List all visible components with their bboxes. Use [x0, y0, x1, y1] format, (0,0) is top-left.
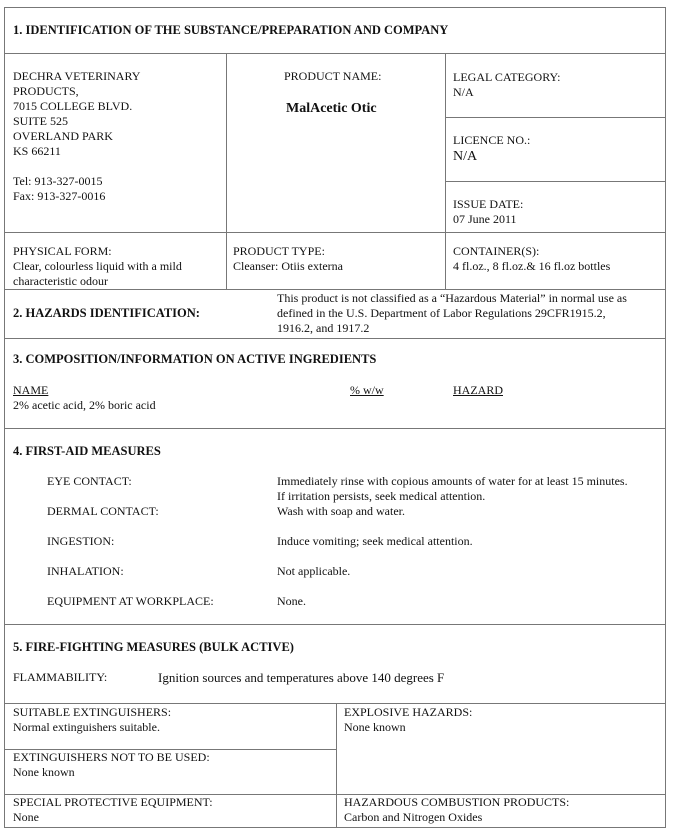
company-fax: Fax: 913-327-0016	[13, 189, 106, 203]
ingestion-value: Induce vomiting; seek medical attention.	[277, 534, 473, 548]
dermal-contact-value: Wash with soap and water.	[277, 504, 406, 518]
section4-heading: 4. FIRST-AID MEASURES	[13, 444, 161, 458]
product-name-label: PRODUCT NAME:	[284, 69, 382, 83]
explosive-hazards-label: EXPLOSIVE HAZARDS:	[344, 705, 473, 719]
licence-cell	[445, 117, 666, 182]
licence-value: N/A	[453, 149, 478, 164]
suitable-extinguishers-label: SUITABLE EXTINGUISHERS:	[13, 705, 172, 719]
inhalation-label: INHALATION:	[47, 564, 124, 578]
extinguishers-not-used-value: None known	[13, 765, 75, 779]
ingestion-label: INGESTION:	[47, 534, 115, 548]
issue-date-label: ISSUE DATE:	[453, 197, 524, 211]
eye-contact-value: Immediately rinse with copious amounts of water for at least 15 minutes. If irritation persists, seek medical attention.	[277, 474, 628, 503]
section5-cell	[4, 624, 666, 704]
equipment-label: EQUIPMENT AT WORKPLACE:	[47, 594, 214, 608]
explosive-hazards-value: None known	[344, 720, 406, 734]
protective-equipment-label: SPECIAL PROTECTIVE EQUIPMENT:	[13, 795, 213, 809]
section2-heading: 2. HAZARDS IDENTIFICATION:	[13, 306, 200, 320]
column-name-header: NAME	[13, 383, 49, 397]
suitable-extinguishers-value: Normal extinguishers suitable.	[13, 720, 160, 734]
eye-contact-label: EYE CONTACT:	[47, 474, 132, 488]
section5-heading: 5. FIRE-FIGHTING MEASURES (BULK ACTIVE)	[13, 640, 294, 654]
product-type-value: Cleanser: Otiis externa	[233, 259, 343, 273]
protective-equipment-value: None	[13, 810, 39, 824]
company-address: DECHRA VETERINARY PRODUCTS, 7015 COLLEGE BLVD. SUITE 525 OVERLAND PARK KS 66211	[13, 69, 141, 158]
flammability-value: Ignition sources and temperatures above 140 degrees F	[158, 670, 445, 685]
column-hazard-header: HAZARD	[453, 383, 503, 397]
combustion-products-value: Carbon and Nitrogen Oxides	[344, 810, 483, 824]
legal-category-cell	[445, 53, 666, 118]
section3-heading: 3. COMPOSITION/INFORMATION ON ACTIVE INGREDIENTS	[13, 352, 377, 366]
flammability-label: FLAMMABILITY:	[13, 670, 108, 684]
dermal-contact-label: DERMAL CONTACT:	[47, 504, 159, 518]
issue-date-value: 07 June 2011	[453, 212, 517, 226]
combustion-products-label: HAZARDOUS COMBUSTION PRODUCTS:	[344, 795, 570, 809]
containers-value: 4 fl.oz., 8 fl.oz.& 16 fl.oz bottles	[453, 259, 611, 273]
section1-heading: 1. IDENTIFICATION OF THE SUBSTANCE/PREPARATION AND COMPANY	[13, 23, 449, 37]
physical-form-label: PHYSICAL FORM:	[13, 244, 112, 258]
company-tel: Tel: 913-327-0015	[13, 174, 103, 188]
section2-text: This product is not classified as a “Hazardous Material” in normal use as defined in the U.S. Department of Labor Regulations 29CFR1915.2, 1916.2, and 1917.2	[277, 291, 627, 335]
licence-label: LICENCE NO.:	[453, 133, 531, 147]
containers-label: CONTAINER(S):	[453, 244, 540, 258]
ingredient-row: 2% acetic acid, 2% boric acid	[13, 398, 156, 412]
equipment-value: None.	[277, 594, 306, 608]
column-ww-header: % w/w	[350, 383, 384, 397]
physical-form-value: Clear, colourless liquid with a mild characteristic odour	[13, 259, 182, 288]
legal-category-label: LEGAL CATEGORY:	[453, 70, 561, 84]
product-name: MalAcetic Otic	[286, 101, 377, 116]
product-type-label: PRODUCT TYPE:	[233, 244, 325, 258]
legal-category-value: N/A	[453, 85, 474, 99]
extinguishers-not-used-label: EXTINGUISHERS NOT TO BE USED:	[13, 750, 210, 764]
inhalation-value: Not applicable.	[277, 564, 351, 578]
